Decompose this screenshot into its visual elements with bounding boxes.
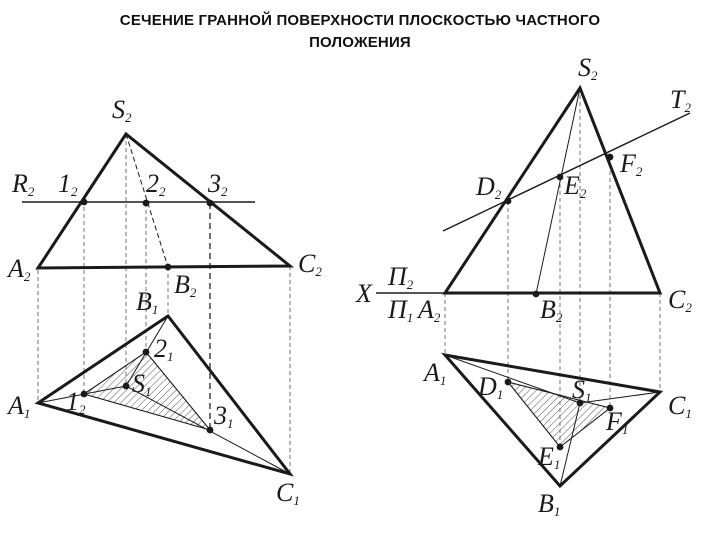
label-C1-right: $C_1$ — [668, 391, 692, 421]
label-D1: $D_1$ — [478, 372, 504, 402]
label-C2-right: $C_2$ — [668, 285, 692, 315]
label-F2: $F_2$ — [620, 149, 643, 179]
label-S2-right: $S_2$ — [578, 53, 598, 83]
label-B2-left: $B_2$ — [174, 270, 197, 300]
point-1-2 — [81, 199, 88, 206]
section-triangle-horizontal-right — [508, 382, 610, 447]
label-Pi2: $П_2$ — [388, 262, 414, 292]
point-D1 — [505, 379, 512, 386]
point-3-1 — [207, 427, 214, 434]
label-S1-right: $S_1$ — [572, 375, 592, 405]
pyramid-frontal-projection — [38, 134, 290, 268]
right-figure — [376, 88, 690, 486]
point-1-1 — [81, 391, 88, 398]
label-C1-left: $C_1$ — [276, 478, 300, 508]
label-2-1: $2_1$ — [154, 334, 174, 364]
label-F1: $F_1$ — [606, 407, 629, 437]
point-D2 — [505, 198, 512, 205]
label-A1-left: $A_1$ — [8, 391, 31, 421]
left-labels — [6, 95, 322, 508]
title-line-2: ПОЛОЖЕНИЯ — [309, 34, 411, 51]
label-R2: $R_2$ — [12, 169, 35, 199]
point-S1 — [123, 383, 130, 390]
label-A1-right: $A_1$ — [424, 358, 447, 388]
point-F2 — [607, 154, 614, 161]
label-C2-left: $C_2$ — [298, 249, 322, 279]
label-D2: $D_2$ — [476, 172, 502, 202]
label-3-2: $3_2$ — [208, 169, 228, 199]
label-S2-left: $S_2$ — [112, 95, 132, 125]
label-E1: $E_1$ — [538, 442, 561, 472]
point-B2 — [165, 264, 172, 271]
label-3-1: $3_1$ — [214, 401, 234, 431]
label-E2: $E_2$ — [564, 171, 587, 201]
label-A2-right: $A_2$ — [418, 295, 441, 325]
point-E1 — [557, 444, 564, 451]
point-3-2 — [207, 200, 214, 207]
label-A2-left: $A_2$ — [8, 254, 31, 284]
label-1-2: $1_2$ — [58, 169, 78, 199]
label-T2: $T_2$ — [670, 85, 691, 115]
point-2-1 — [143, 349, 150, 356]
label-Pi1: $П_1$ — [388, 295, 414, 325]
title-line-1: СЕЧЕНИЕ ГРАННОЙ ПОВЕРХНОСТИ ПЛОСКОСТЬЮ ЧАСТНОГО — [119, 12, 601, 29]
label-B1-right: $B_1$ — [538, 489, 561, 519]
label-1-1: $1_2$ — [66, 387, 86, 417]
label-B2-right: $B_2$ — [540, 295, 563, 325]
label-2-2: $2_2$ — [146, 169, 166, 199]
point-E2 — [557, 174, 564, 181]
point-B2-right — [533, 291, 540, 298]
label-S1-left: $S_1$ — [132, 369, 152, 399]
label-B1-left: $B_1$ — [136, 287, 159, 317]
right-labels — [355, 53, 692, 519]
point-2-2 — [143, 200, 150, 207]
label-X: X — [356, 279, 372, 308]
